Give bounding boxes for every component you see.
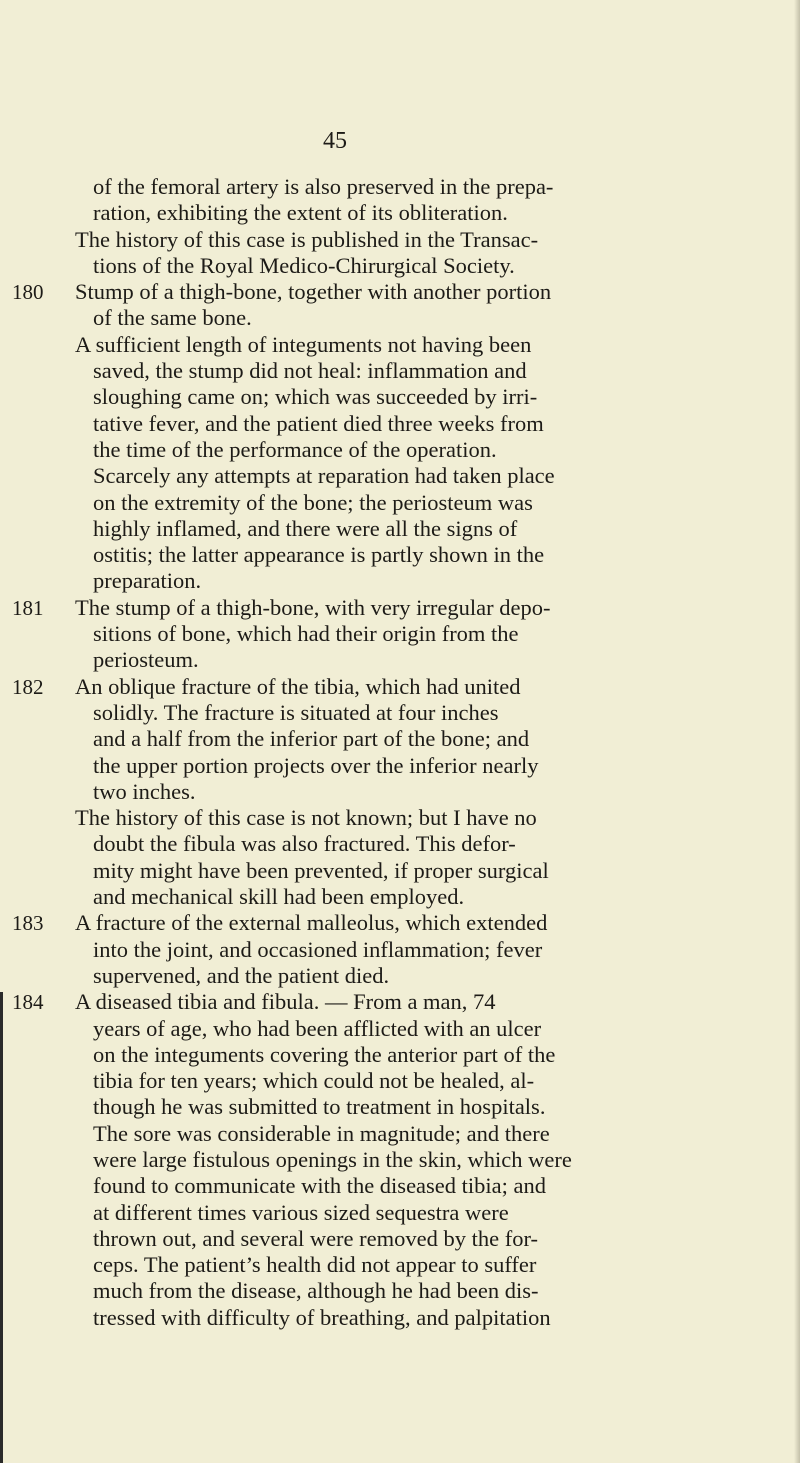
text-line <box>12 963 800 989</box>
text-line <box>12 174 800 200</box>
line-text: saved, the stump did not heal: inflammation and <box>93 358 527 384</box>
line-text: two inches. <box>93 778 196 804</box>
line-text: ration, exhibiting the extent of its obliteration. <box>93 200 508 226</box>
line-text: sitions of bone, which had their origin from the <box>93 621 519 647</box>
text-line <box>12 595 800 621</box>
line-text: ceps. The patient’s health did not appear to suffer <box>93 1252 537 1278</box>
text-line <box>12 674 800 700</box>
text-line <box>12 910 800 936</box>
line-text: of the femoral artery is also preserved in the prepa- <box>93 174 554 199</box>
line-text: on the extremity of the bone; the periosteum was <box>93 489 533 515</box>
text-line <box>12 490 800 516</box>
text-line <box>12 884 800 910</box>
line-text: tibia for ten years; which could not be healed, al- <box>93 1068 535 1094</box>
text-line <box>12 568 800 594</box>
text-line <box>12 411 800 437</box>
text-line <box>12 253 800 279</box>
line-text: A diseased tibia and fibula. — From a man, 74 <box>75 989 496 1015</box>
line-text: supervened, and the patient died. <box>93 962 390 988</box>
page-number: 45 <box>323 128 347 154</box>
line-text: The sore was considerable in magnitude; and there <box>93 1120 550 1146</box>
text-line <box>12 542 800 568</box>
line-text: found to communicate with the diseased tibia; and <box>93 1173 547 1199</box>
text-line <box>12 1042 800 1068</box>
line-text: Scarcely any attempts at reparation had taken place <box>93 463 555 489</box>
text-line <box>12 437 800 463</box>
line-text: and mechanical skill had been employed. <box>93 884 465 910</box>
text-line <box>12 805 800 831</box>
line-text: sloughing came on; which was succeeded by irri- <box>93 384 538 410</box>
line-text: highly inflamed, and there were all the signs of <box>93 515 518 541</box>
text-line <box>12 753 800 779</box>
line-text: and a half from the inferior part of the bone; and <box>93 726 530 752</box>
line-text: were large fistulous openings in the skin, which were <box>93 1146 572 1172</box>
line-text: at different times various sized sequestra were <box>93 1199 509 1225</box>
line-text: thrown out, and several were removed by the for- <box>93 1225 539 1251</box>
text-line <box>12 227 800 253</box>
text-line <box>12 1068 800 1094</box>
text-line <box>12 700 800 726</box>
text-line <box>12 200 800 226</box>
line-text: doubt the fibula was also fractured. This defor- <box>93 831 516 857</box>
line-text: mity might have been prevented, if proper surgical <box>93 857 549 883</box>
text-line <box>12 1305 800 1331</box>
catalogue-number: 182 <box>12 674 44 699</box>
line-text: The history of this case is published in the Transac- <box>75 226 539 252</box>
text-line <box>12 1173 800 1199</box>
line-text: though he was submitted to treatment in hospitals. <box>93 1094 546 1120</box>
text-line <box>12 332 800 358</box>
text-line <box>12 647 800 673</box>
text-line <box>12 305 800 331</box>
line-text: A sufficient length of integuments not having been <box>75 331 532 357</box>
text-line <box>12 516 800 542</box>
page-edge-shadow <box>794 0 800 1463</box>
text-line <box>12 726 800 752</box>
body-text <box>12 174 800 1331</box>
line-text: preparation. <box>93 568 202 594</box>
catalogue-number: 183 <box>12 911 44 936</box>
text-line <box>12 463 800 489</box>
line-text: the time of the performance of the operation. <box>93 436 497 462</box>
text-line <box>12 279 800 305</box>
text-line <box>12 1094 800 1120</box>
margin-line <box>0 992 3 1463</box>
line-text: years of age, who had been afflicted with an ulcer <box>93 1015 542 1041</box>
line-text: A fracture of the external malleolus, which extended <box>75 910 548 936</box>
text-line <box>12 358 800 384</box>
text-line <box>12 1016 800 1042</box>
text-line <box>12 1226 800 1252</box>
line-text: into the joint, and occasioned inflammation; fever <box>93 936 543 962</box>
catalogue-number: 184 <box>12 990 44 1015</box>
text-line <box>12 858 800 884</box>
line-text: on the integuments covering the anterior part of the <box>93 1041 556 1067</box>
line-text: solidly. The fracture is situated at four inches <box>93 699 499 725</box>
line-text: the upper portion projects over the inferior nearly <box>93 752 539 778</box>
text-line <box>12 937 800 963</box>
text-line <box>12 1278 800 1304</box>
catalogue-number: 180 <box>12 280 44 305</box>
text-line <box>12 989 800 1015</box>
text-line <box>12 621 800 647</box>
line-text: tative fever, and the patient died three weeks from <box>93 410 544 436</box>
text-line <box>12 1121 800 1147</box>
line-text: The stump of a thigh-bone, with very irregular depo- <box>75 594 551 620</box>
text-line <box>12 384 800 410</box>
line-text: of the same bone. <box>93 305 252 331</box>
text-line <box>12 1147 800 1173</box>
line-text: An oblique fracture of the tibia, which had united <box>75 673 521 699</box>
line-text: tions of the Royal Medico-Chirurgical Society. <box>93 252 515 278</box>
text-line <box>12 779 800 805</box>
text-line <box>12 1200 800 1226</box>
catalogue-number: 181 <box>12 595 44 620</box>
text-line <box>12 831 800 857</box>
line-text: much from the disease, although he had been dis- <box>93 1278 539 1304</box>
text-line <box>12 1252 800 1278</box>
line-text: ostitis; the latter appearance is partly shown in the <box>93 542 545 568</box>
line-text: periosteum. <box>93 647 199 673</box>
line-text: Stump of a thigh-bone, together with another portion <box>75 279 552 305</box>
line-text: The history of this case is not known; but I have no <box>75 805 537 831</box>
line-text: tressed with difficulty of breathing, and palpitation <box>93 1304 551 1330</box>
